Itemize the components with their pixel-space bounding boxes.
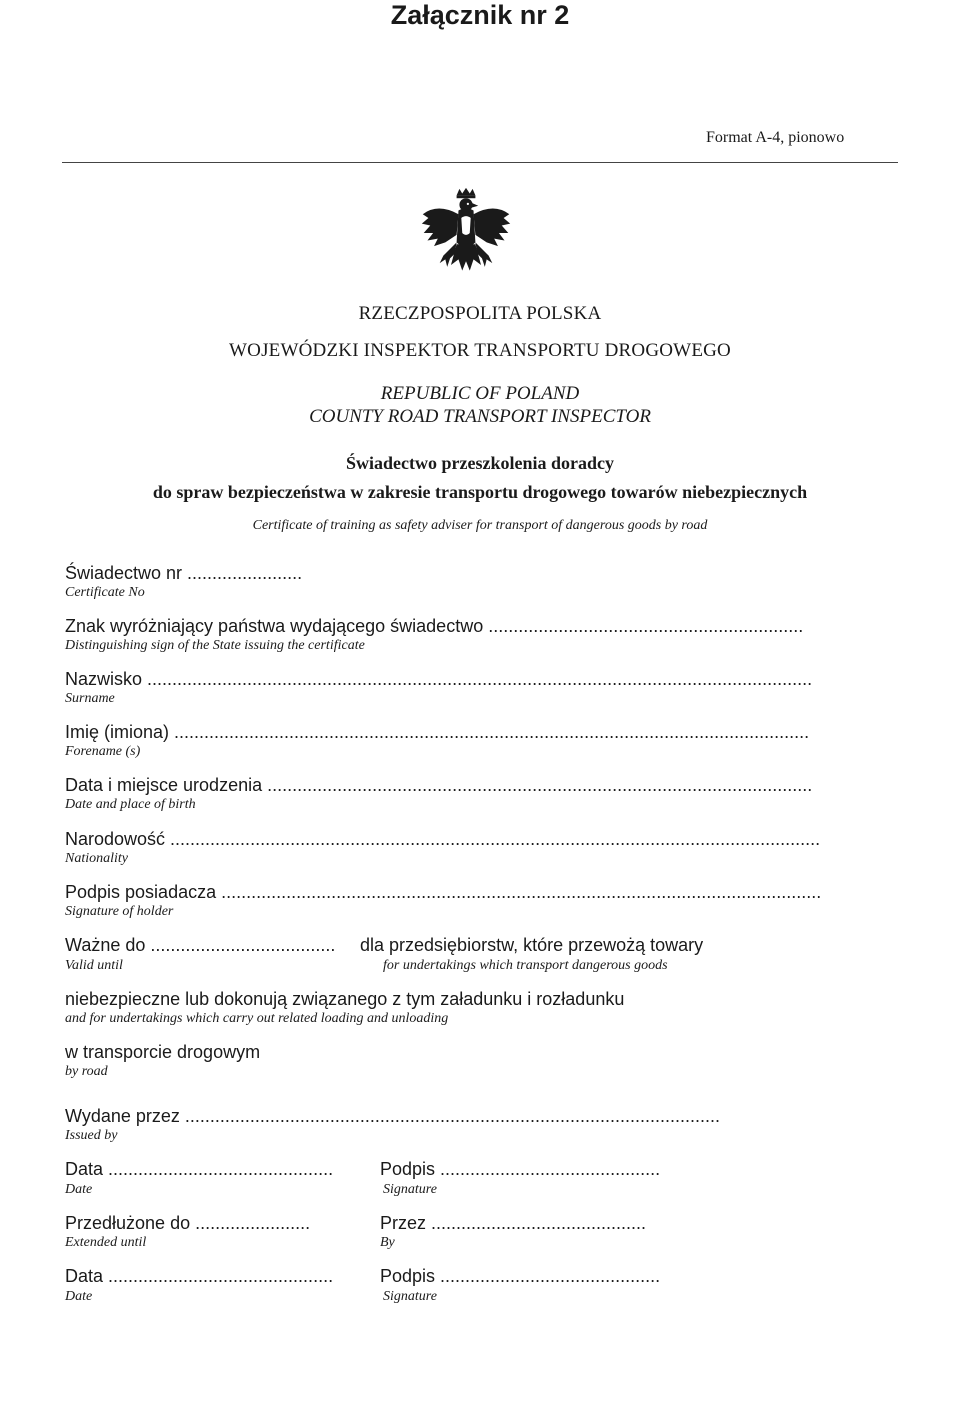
nationality-label: Narodowość .................................................................................................................................. (65, 829, 821, 849)
valid-until-label: Ważne do ..................................... (65, 935, 336, 955)
signature-en-2: Signature (383, 1289, 437, 1304)
inspector-pl: WOJEWÓDZKI INSPEKTOR TRANSPORTU DROGOWEGO (229, 340, 731, 361)
loading-label: niebezpieczne lub dokonują związanego z tym załadunku i rozładunku (65, 989, 625, 1009)
valid-for-en: for undertakings which transport dangerous goods (383, 958, 668, 973)
loading-en: and for undertakings which carry out related loading and unloading (65, 1011, 449, 1026)
format-note: Format A-4, pionowo (706, 129, 845, 146)
date-label-2: Data ............................................. (65, 1266, 334, 1286)
road-label: w transporcie drogowym (65, 1042, 261, 1062)
forename-en: Forename (s) (65, 744, 141, 759)
nationality-en: Nationality (65, 851, 128, 866)
signature-label-1: Podpis ............................................ (380, 1159, 661, 1179)
state-sign-label: Znak wyróżniający państwa wydającego świadectwo ............................................................... (65, 616, 804, 636)
certificate-title-line2: do spraw bezpieczeństwa w zakresie transportu drogowego towarów niebezpiecznych (152, 482, 808, 502)
cert-no-en: Certificate No (65, 585, 145, 600)
forename-label: Imię (imiona) ............................................................................................................................... (65, 722, 810, 742)
date-label-1: Data ............................................. (65, 1159, 334, 1179)
certificate-title-en: Certificate of training as safety adviser for transport of dangerous goods by road (252, 518, 708, 533)
signature-en-1: Signature (383, 1182, 437, 1197)
extended-label: Przedłużone do ....................... (65, 1213, 311, 1233)
cert-no-label: Świadectwo nr ....................... (65, 563, 303, 583)
annex-title: Załącznik nr 2 (390, 0, 570, 30)
surname-label: Nazwisko ..................................................................................................................................... (65, 669, 813, 689)
holder-signature-en: Signature of holder (65, 904, 174, 919)
issued-by-en: Issued by (65, 1128, 118, 1143)
inspector-en: COUNTY ROAD TRANSPORT INSPECTOR (309, 406, 651, 427)
date-en-2: Date (65, 1289, 93, 1304)
header-divider (62, 162, 898, 163)
surname-en: Surname (65, 691, 115, 706)
certificate-title-line1: Świadectwo przeszkolenia doradcy (346, 453, 614, 473)
country-en: REPUBLIC OF POLAND (380, 383, 580, 404)
birth-label: Data i miejsce urodzenia ............................................................................................................. (65, 775, 813, 795)
country-pl: RZECZPOSPOLITA POLSKA (358, 303, 602, 324)
by-label: Przez ........................................... (380, 1213, 647, 1233)
extended-en: Extended until (65, 1235, 147, 1250)
state-sign-en: Distinguishing sign of the State issuing the certificate (65, 638, 365, 653)
valid-until-en: Valid until (65, 958, 123, 973)
issued-by-label: Wydane przez ........................................................................................................... (65, 1106, 720, 1126)
birth-en: Date and place of birth (65, 797, 196, 812)
signature-label-2: Podpis ............................................ (380, 1266, 661, 1286)
road-en: by road (65, 1064, 108, 1079)
holder-signature-label: Podpis posiadacza ........................................................................................................................ (65, 882, 822, 902)
polish-eagle-icon (419, 186, 513, 280)
by-en: By (380, 1235, 395, 1250)
valid-for-label: dla przedsiębiorstw, które przewożą towary (360, 935, 704, 955)
date-en-1: Date (65, 1182, 93, 1197)
